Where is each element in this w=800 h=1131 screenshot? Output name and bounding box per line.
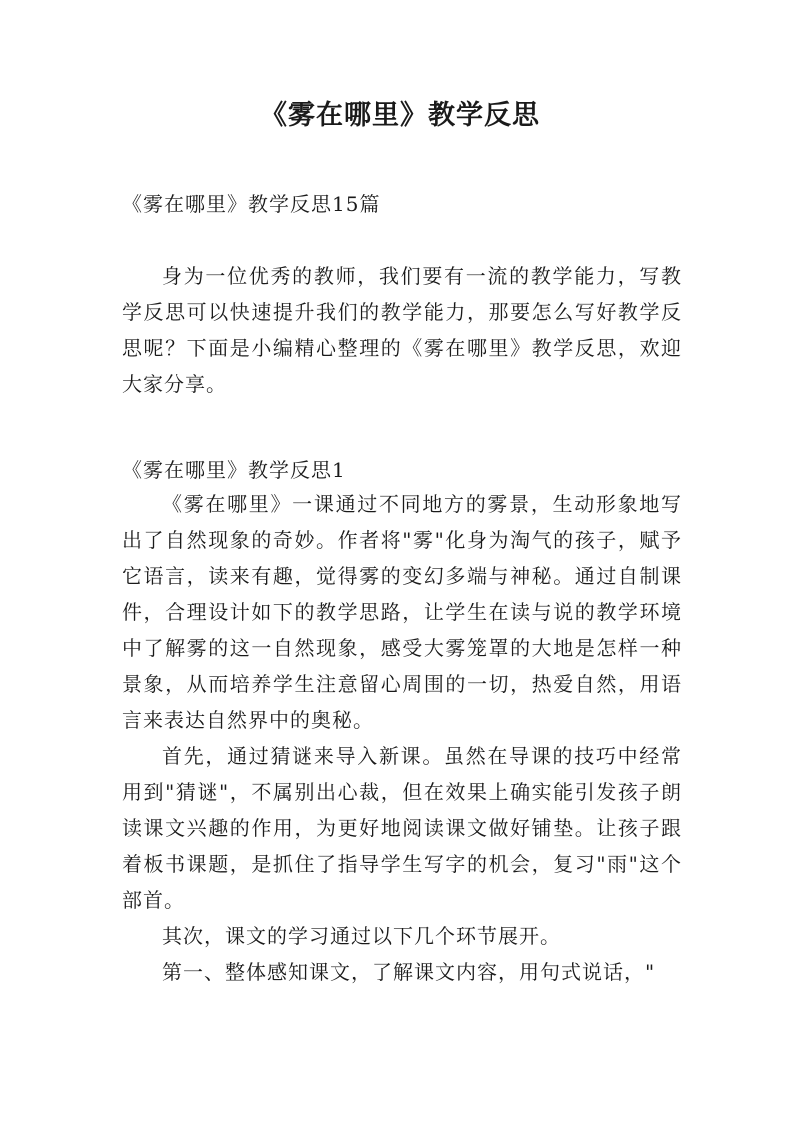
section-heading: 《雾在哪里》教学反思1: [122, 458, 346, 482]
body-paragraph-4: 第一、整体感知课文，了解课文内容，用句式说话，": [162, 960, 656, 984]
intro-paragraph: 身为一位优秀的教师，我们要有一流的教学能力，写教学反思可以快速提升我们的教学能力，那要怎么写好教学反思呢？下面是小编精心整理的《雾在哪里》教学反思，欢迎大家分享。: [122, 264, 682, 396]
body-paragraph-3: 其次，课文的学习通过以下几个环节展开。: [162, 924, 561, 948]
intro-paragraph-block: [122, 258, 682, 402]
body-paragraph-1: 《雾在哪里》一课通过不同地方的雾景，生动形象地写出了自然现象的奇妙。作者将"雾"化身为淘气的孩子，赋予它语言，读来有趣，觉得雾的变幻多端与神秘。通过自制课件，合理设计如下的教学思路，让学生在读与说的教学环境中了解雾的这一自然现象，感受大雾笼罩的大地是怎样一种景象，从而培养学生注意留心周围的一切，热爱自然，用语言来表达自然界中的奥秘。: [122, 492, 682, 732]
section-body: [122, 486, 682, 990]
document-title: 《雾在哪里》教学反思: [260, 100, 540, 131]
body-paragraph-2: 首先，通过猜谜来导入新课。虽然在导课的技巧中经常用到"猜谜"，不属别出心裁，但在效果上确实能引发孩子朗读课文兴趣的作用，为更好地阅读课文做好铺垫。让孩子跟着板书课题，是抓住了指导学生写字的机会，复习"雨"这个部首。: [122, 744, 682, 912]
document-subtitle: 《雾在哪里》教学反思15篇: [122, 192, 381, 216]
